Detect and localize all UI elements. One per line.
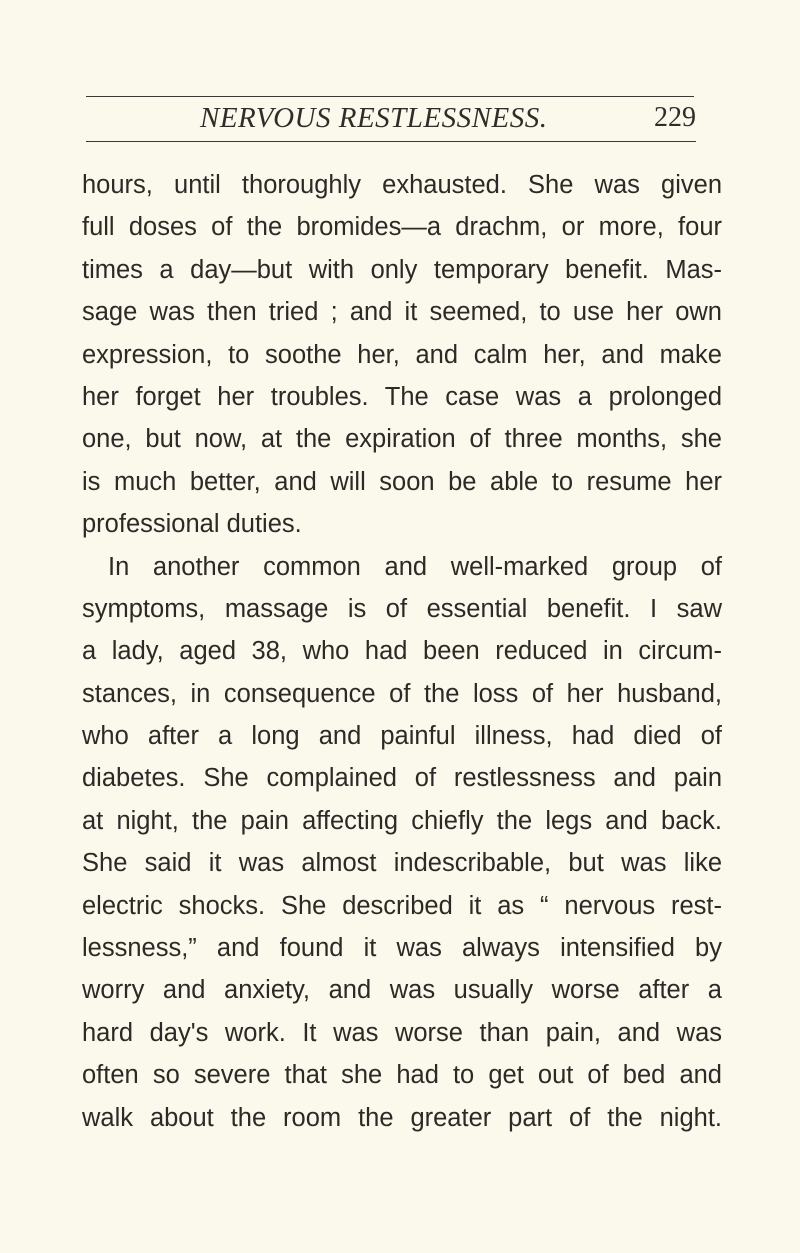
running-head: NERVOUS RESTLESSNESS. <box>200 102 548 134</box>
text-line: lessness,” and found it was always intensified by <box>82 934 722 963</box>
text-line: stances, in consequence of the loss of her husband, <box>82 679 722 708</box>
text-line: worry and anxiety, and was usually worse after a <box>82 976 722 1005</box>
page-number: 229 <box>654 102 696 133</box>
text-line: electric shocks. She described it as “ nervous rest- <box>82 891 722 920</box>
text-line: a lady, aged 38, who had been reduced in circum- <box>82 637 722 666</box>
text-line: full doses of the bromides—a drachm, or more, four <box>82 213 722 242</box>
text-line: often so severe that she had to get out of bed and <box>82 1061 722 1090</box>
text-line: is much better, and will soon be able to resume her <box>82 467 722 496</box>
text-line: hours, until thoroughly exhausted. She was given <box>82 171 722 199</box>
text-line: one, but now, at the expiration of three months, she <box>82 425 722 454</box>
text-line: expression, to soothe her, and calm her, and make <box>82 340 722 369</box>
text-line: diabetes. She complained of restlessness and pain <box>82 764 722 793</box>
text-line: professional duties. <box>82 510 302 539</box>
header-rule <box>86 141 696 142</box>
text-line: In another common and well-marked group of <box>108 552 722 581</box>
text-line: hard day's work. It was worse than pain, and was <box>82 1018 722 1047</box>
text-line: symptoms, massage is of essential benefit. I saw <box>82 594 722 623</box>
text-line: who after a long and painful illness, had died of <box>82 722 722 751</box>
page-header <box>86 98 696 138</box>
top-rule <box>86 96 694 97</box>
text-line: at night, the pain affecting chiefly the legs and back. <box>82 806 722 835</box>
text-line: her forget her troubles. The case was a prolonged <box>82 382 722 411</box>
text-line: sage was then tried ; and it seemed, to use her own <box>82 298 722 327</box>
body-text <box>82 164 722 1139</box>
text-line: She said it was almost indescribable, but was like <box>82 849 722 878</box>
text-line: times a day—but with only temporary benefit. Mas- <box>82 255 722 284</box>
text-line: walk about the room the greater part of the night. <box>82 1103 722 1132</box>
